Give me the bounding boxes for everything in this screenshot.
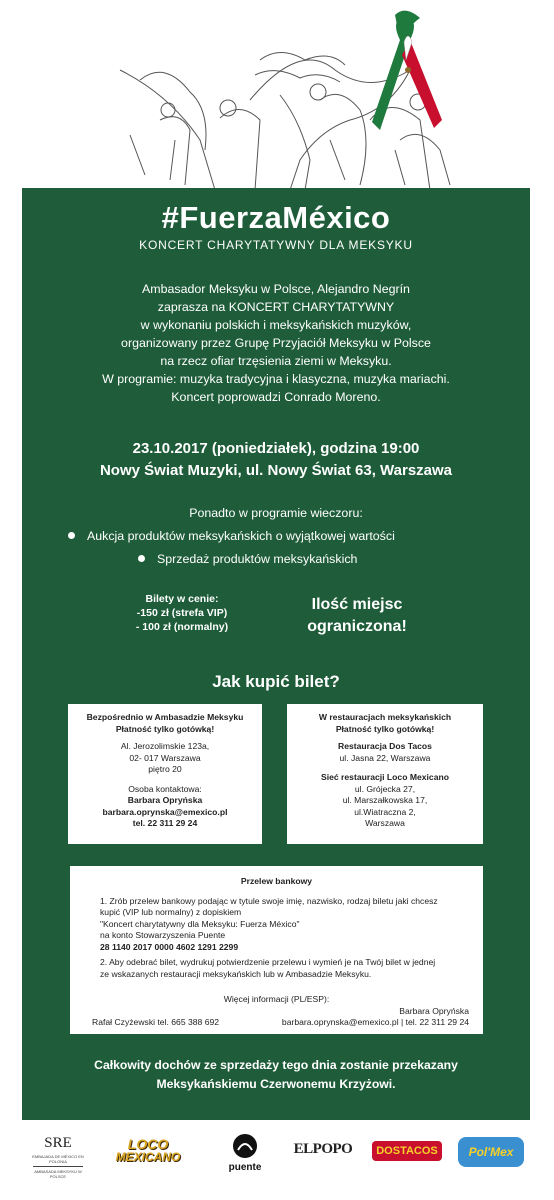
address-line: Al. Jerozolimskie 123a, bbox=[120, 741, 210, 751]
bullet-text: Sprzedaż produktów meksykańskich bbox=[157, 552, 358, 566]
more-info-label: Więcej informacji (PL/ESP): bbox=[223, 994, 330, 1004]
contact-phone: tel. 22 311 29 24 bbox=[132, 818, 198, 828]
logo-text: MEXICANO bbox=[115, 1150, 181, 1164]
polmex-logo bbox=[458, 1137, 524, 1167]
embassy-box bbox=[68, 704, 262, 844]
seats-line: Ilość miejsc bbox=[311, 596, 403, 613]
footer-line: Całkowity dochów ze sprzedaży tego dnia zostanie przekazany bbox=[94, 1058, 458, 1072]
sponsor-logos bbox=[0, 1125, 554, 1195]
sre-subtext: AMBASADA MEKSYKU W POLSCE bbox=[34, 1169, 82, 1179]
dostacos-logo bbox=[372, 1141, 442, 1161]
contact-phone: Rafał Czyżewski tel. 665 388 692 bbox=[92, 1017, 220, 1027]
payment-note: Płatność tylko gotówką! bbox=[335, 723, 435, 734]
loco-mexicano-logo bbox=[110, 1137, 186, 1164]
bank-text: kupić (VIP lub normalny) z dopiskiem bbox=[100, 907, 242, 917]
restaurants-box bbox=[287, 704, 483, 844]
logo-text: LOCO bbox=[127, 1136, 169, 1152]
bullet-item bbox=[68, 529, 395, 543]
event-title: #FuerzaMéxico bbox=[161, 200, 391, 235]
footer-line: Meksykańskiemu Czerwonemu Krzyżowi. bbox=[156, 1077, 396, 1091]
bank-account-number: 28 1140 2017 0000 4602 1291 2299 bbox=[100, 941, 239, 952]
footer-note bbox=[22, 1056, 530, 1094]
ticket-heading: Bilety w cenie: bbox=[145, 593, 219, 605]
elpopo-logo bbox=[290, 1141, 356, 1158]
address-line: ul.Wiatraczna 2, bbox=[354, 806, 416, 817]
event-date: 23.10.2017 (poniedziałek), godzina 19:00 bbox=[132, 440, 420, 457]
intro-text bbox=[22, 280, 530, 406]
restaurants-title: W restauracjach meksykańskich bbox=[318, 712, 452, 722]
bank-text: ze wskazanych restauracji meksykańskich lub w Ambasadzie Meksyku. bbox=[100, 968, 372, 979]
bank-text: 2. Aby odebrać bilet, wydrukuj potwierdzenie przelewu i wymień je na Twój bilet w jednej bbox=[100, 957, 436, 967]
bullet-icon bbox=[138, 555, 145, 562]
bank-text: 1. Zrób przelew bankowy podając w tytule swoje imię, nazwisko, rodzaj biletu jaki chcesz bbox=[100, 895, 438, 906]
address-line: ul. Grójecka 27, bbox=[354, 783, 416, 794]
address-line: ul. Marszałkowska 17, bbox=[342, 795, 428, 805]
ticket-price-vip: -150 zł (strefa VIP) bbox=[136, 607, 228, 619]
event-venue: Nowy Świat Muzyki, ul. Nowy Świat 63, Warszawa bbox=[99, 462, 453, 479]
logo-text: ELPOPO bbox=[293, 1141, 353, 1157]
ticket-prices bbox=[107, 592, 257, 634]
restaurant-name: Restauracja Dos Tacos bbox=[338, 741, 432, 751]
sre-text: SRE bbox=[44, 1135, 72, 1151]
seats-line: ograniczona! bbox=[307, 618, 407, 635]
sre-logo bbox=[28, 1135, 88, 1179]
intro-line: organizowany przez Grupę Przyjaciół Meksyku w Polsce bbox=[121, 336, 431, 350]
bank-text: na konto Stowarzyszenia Puente bbox=[100, 930, 226, 940]
puente-logo bbox=[220, 1133, 270, 1173]
contact-name: Barbara Opryńska bbox=[399, 1005, 469, 1016]
bullet-item bbox=[138, 552, 357, 566]
extras-heading: Ponadto w programie wieczoru: bbox=[189, 506, 363, 520]
event-details bbox=[22, 438, 530, 482]
bank-text: "Koncert charytatywny dla Meksyku: Fuerza México" bbox=[100, 918, 300, 929]
restaurant-name: Sieć restauracji Loco Mexicano bbox=[320, 772, 449, 782]
intro-line: Ambasador Meksyku w Polsce, Alejandro Negrín bbox=[142, 282, 410, 296]
event-subtitle: KONCERT CHARYTATYWNY DLA MEKSYKU bbox=[139, 238, 413, 252]
payment-note: Płatność tylko gotówką! bbox=[115, 723, 215, 734]
embassy-title: Bezpośrednio w Ambasadzie Meksyku bbox=[86, 712, 244, 722]
contact-name: Barbara Opryńska bbox=[127, 795, 203, 805]
event-panel bbox=[22, 188, 530, 1120]
sre-subtext: EMBAJADA DE MÉXICO EN POLONIA bbox=[32, 1154, 84, 1164]
contact-email[interactable]: barbara.oprynska@emexico.pl | tel. 22 311 29 24 bbox=[281, 1017, 469, 1027]
bank-title: Przelew bankowy bbox=[240, 876, 313, 886]
bullet-text: Aukcja produktów meksykańskich o wyjątkowej wartości bbox=[87, 529, 395, 543]
address-line: Warszawa bbox=[365, 818, 405, 828]
logo-text: Pol'Mex bbox=[468, 1145, 514, 1159]
ribbon-icon bbox=[372, 11, 442, 130]
intro-line: na rzecz ofiar trzęsienia ziemi w Meksyku. bbox=[160, 354, 392, 368]
howto-heading: Jak kupić bilet? bbox=[212, 672, 340, 691]
ticket-price-normal: - 100 zł (normalny) bbox=[135, 621, 229, 633]
logo-text: DOSTACOS bbox=[376, 1145, 438, 1157]
intro-line: zaprasza na KONCERT CHARYTATYWNY bbox=[157, 300, 395, 314]
logo-text: puente bbox=[228, 1162, 262, 1173]
intro-line: W programie: muzyka tradycyjna i klasyczna, muzyka mariachi. bbox=[102, 372, 450, 386]
intro-line: w wykonaniu polskich i meksykańskich muzyków, bbox=[140, 318, 412, 332]
address-line: 02- 017 Warszawa bbox=[129, 752, 201, 763]
address-line: piętro 20 bbox=[148, 764, 182, 774]
bullet-icon bbox=[68, 532, 75, 539]
contact-label: Osoba kontaktowa: bbox=[128, 783, 202, 794]
intro-line: Koncert poprowadzi Conrado Moreno. bbox=[171, 390, 381, 404]
contact-email[interactable]: barbara.oprynska@emexico.pl bbox=[102, 806, 228, 817]
sketch-illustration bbox=[0, 0, 554, 200]
limited-seats-notice bbox=[277, 594, 437, 638]
bank-transfer-box bbox=[70, 866, 483, 1034]
address-line: ul. Jasna 22, Warszawa bbox=[339, 752, 431, 763]
puente-icon bbox=[232, 1133, 258, 1159]
